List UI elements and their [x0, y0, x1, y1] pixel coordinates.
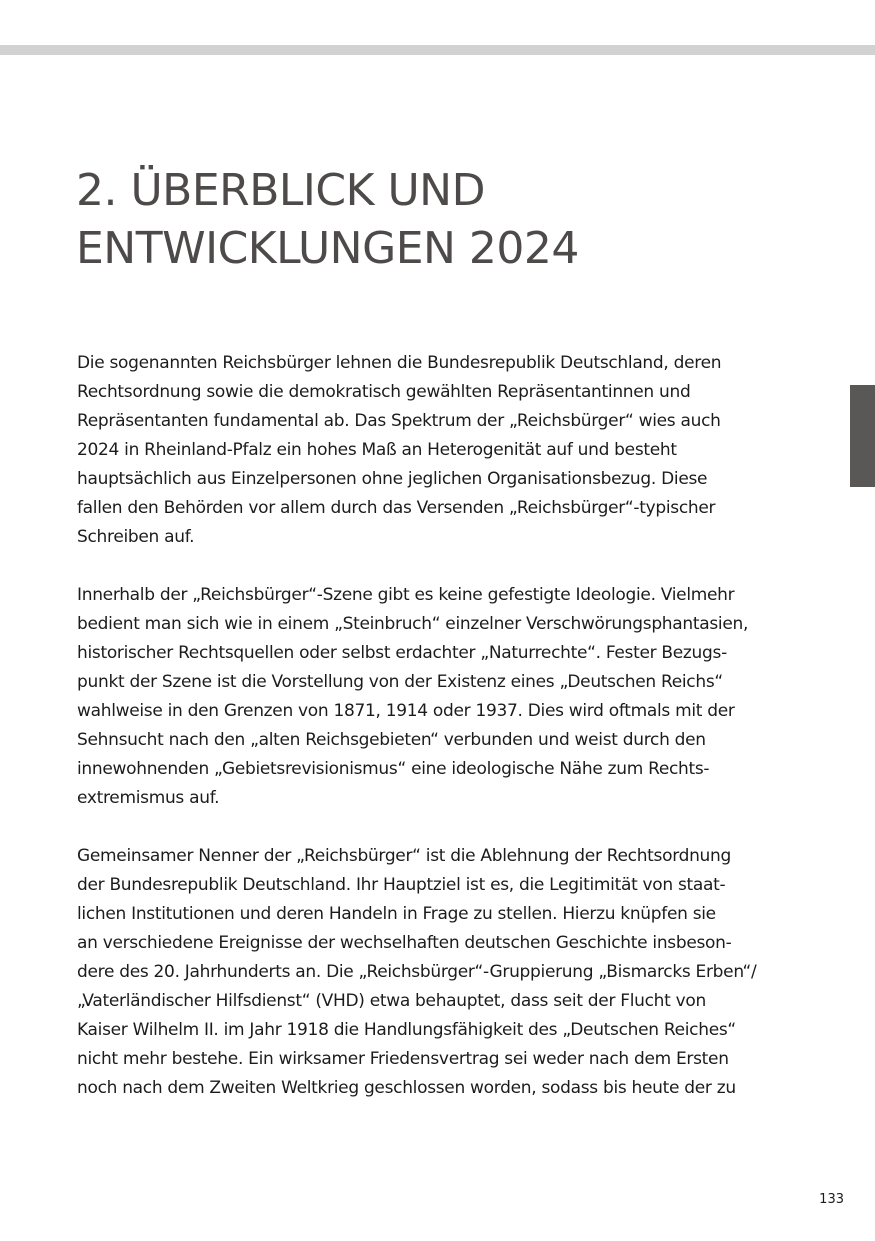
text-line: punkt der Szene ist die Vorstellung von der Existenz eines „Deutschen Reichs“ [77, 672, 723, 692]
text-line: dere des 20. Jahrhunderts an. Die „Reichsbürger“-Gruppierung „Bismarcks Erben“/ [77, 962, 757, 982]
text-line: Innerhalb der „Reichsbürger“-Szene gibt es keine gefestigte Ideologie. Vielmehr [77, 585, 735, 605]
text-line: Kaiser Wilhelm II. im Jahr 1918 die Handlungsfähigkeit des „Deutschen Reiches“ [77, 1020, 736, 1040]
text-line: „Vaterländischer Hilfsdienst“ (VHD) etwa behauptet, dass seit der Flucht von [77, 991, 706, 1011]
text-line: fallen den Behörden vor allem durch das Versenden „Reichsbürger“-typischer [77, 498, 716, 518]
body-text [77, 349, 807, 1132]
chapter-title-line: 2. ÜBERBLICK UND [76, 165, 485, 216]
paragraph [77, 349, 807, 552]
text-line: wahlweise in den Grenzen von 1871, 1914 oder 1937. Dies wird oftmals mit der [77, 701, 735, 721]
paragraph [77, 581, 807, 813]
chapter-title [76, 162, 579, 278]
text-line: noch nach dem Zweiten Weltkrieg geschlossen worden, sodass bis heute der zu [77, 1078, 736, 1098]
text-line: Sehnsucht nach den „alten Reichsgebieten“ verbunden und weist durch den [77, 730, 706, 750]
text-line: Die sogenannten Reichsbürger lehnen die Bundesrepublik Deutschland, deren [77, 353, 722, 373]
chapter-title-line: ENTWICKLUNGEN 2024 [76, 223, 579, 274]
text-line: hauptsächlich aus Einzelpersonen ohne jeglichen Organisationsbezug. Diese [77, 469, 708, 489]
text-line: an verschiedene Ereignisse der wechselhaften deutschen Geschichte insbeson- [77, 933, 732, 953]
text-line: lichen Institutionen und deren Handeln in Frage zu stellen. Hierzu knüpfen sie [77, 904, 716, 924]
text-line: nicht mehr bestehe. Ein wirksamer Friedensvertrag sei weder nach dem Ersten [77, 1049, 729, 1069]
text-line: Gemeinsamer Nenner der „Reichsbürger“ ist die Ablehnung der Rechtsordnung [77, 846, 731, 866]
top-rule [0, 45, 875, 55]
text-line: 2024 in Rheinland-Pfalz ein hohes Maß an Heterogenität auf und besteht [77, 440, 677, 460]
paragraph [77, 842, 807, 1103]
text-line: innewohnenden „Gebietsrevisionismus“ eine ideologische Nähe zum Rechts- [77, 759, 710, 779]
text-line: der Bundesrepublik Deutschland. Ihr Hauptziel ist es, die Legitimität von staat- [77, 875, 726, 895]
text-line: Repräsentanten fundamental ab. Das Spektrum der „Reichsbürger“ wies auch [77, 411, 721, 431]
text-line: Schreiben auf. [77, 527, 195, 547]
text-line: bedient man sich wie in einem „Steinbruch“ einzelner Verschwörungsphantasien, [77, 614, 749, 634]
text-line: extremismus auf. [77, 788, 220, 808]
chapter-side-tab [850, 385, 875, 487]
page-number: 133 [819, 1192, 844, 1207]
text-line: Rechtsordnung sowie die demokratisch gewählten Repräsentantinnen und [77, 382, 691, 402]
text-line: historischer Rechtsquellen oder selbst erdachter „Naturrechte“. Fester Bezugs- [77, 643, 727, 663]
